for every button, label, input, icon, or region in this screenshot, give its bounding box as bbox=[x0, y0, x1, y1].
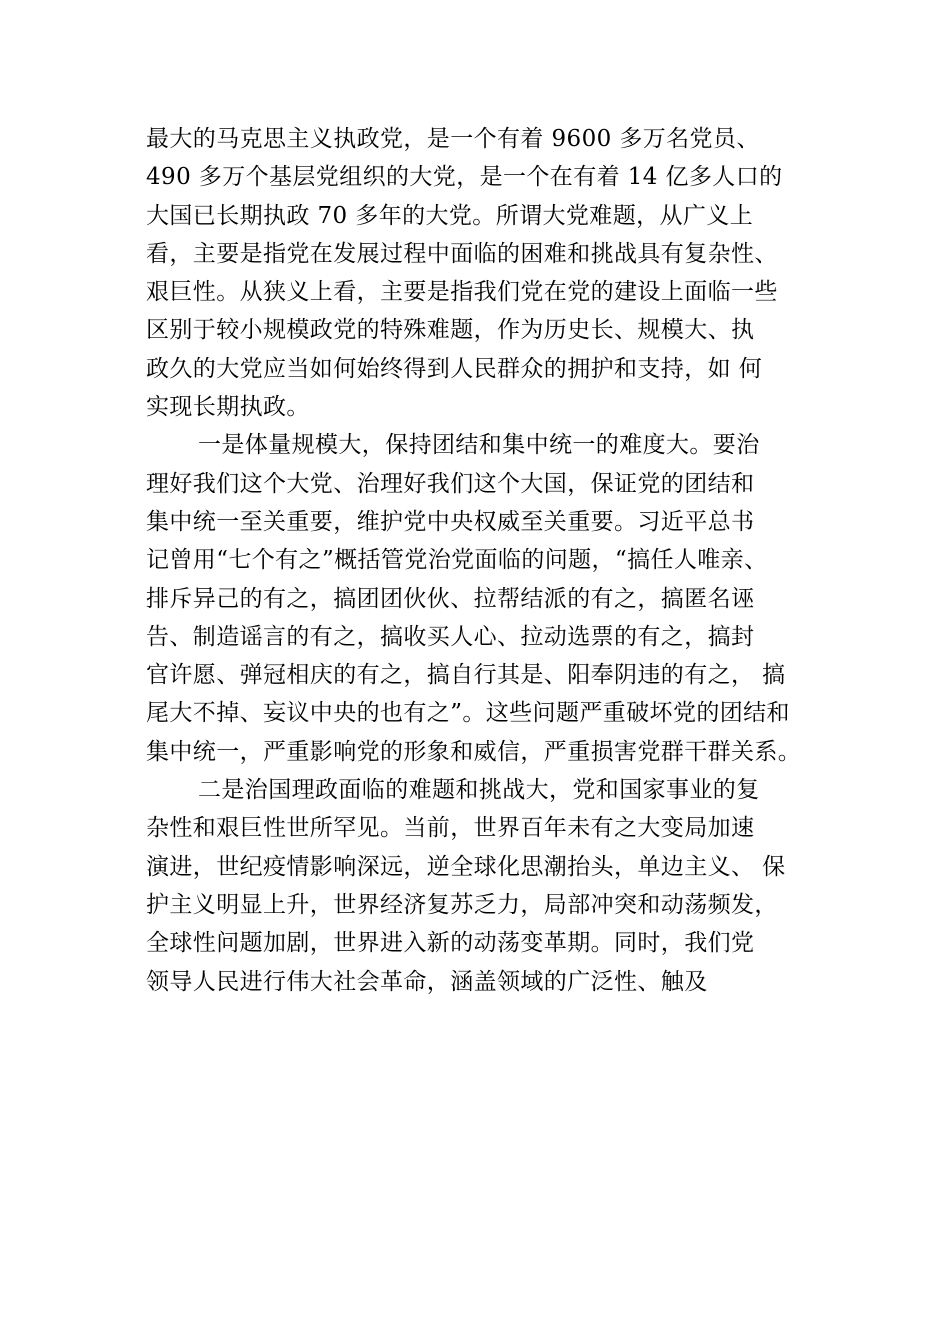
text-line: 记曾用“七个有之”概括管党治党面临的问题，“搞任人唯亲、 bbox=[146, 547, 768, 574]
paragraph-start-line: 二是治国理政面临的难题和挑战大，党和国家事业的复 bbox=[198, 777, 760, 804]
text-line: 告、制造谣言的有之，搞收买人心、拉动选票的有之，搞封 bbox=[146, 623, 755, 650]
text-line: 全球性问题加剧，世界进入新的动荡变革期。同时，我们党 bbox=[146, 930, 755, 957]
text-line: 杂性和艰巨性世所罕见。当前，世界百年未有之大变局加速 bbox=[146, 815, 755, 842]
text-line: 集中统一至关重要，维护党中央权威至关重要。习近平总书 bbox=[146, 508, 755, 535]
text-line: 理好我们这个大党、治理好我们这个大国，保证党的团结和 bbox=[146, 470, 755, 497]
text-line: 护主义明显上升，世界经济复苏乏力，局部冲突和动荡频发， bbox=[146, 891, 778, 918]
text-line: 最大的马克思主义执政党，是一个有着 9600 多万名党员、 bbox=[146, 126, 760, 152]
text-line: 官许愿、弹冠相庆的有之，搞自行其是、阳奉阴违的有之， 搞 bbox=[146, 662, 786, 689]
text-line: 区别于较小规模政党的特殊难题，作为历史长、规模大、执 bbox=[146, 317, 755, 344]
body-text bbox=[146, 120, 836, 1001]
text-line: 实现长期执政。 bbox=[146, 394, 310, 421]
text-line: 排斥异己的有之，搞团团伙伙、拉帮结派的有之，搞匿名诬 bbox=[146, 585, 755, 612]
paragraph-start-line: 一是体量规模大，保持团结和集中统一的难度大。要治 bbox=[198, 432, 760, 459]
text-line: 演进，世纪疫情影响深远，逆全球化思潮抬头，单边主义、 保 bbox=[146, 853, 786, 880]
text-line: 领导人民进行伟大社会革命，涵盖领域的广泛性、触及 bbox=[146, 968, 708, 995]
text-line: 看，主要是指党在发展过程中面临的困难和挑战具有复杂性、 bbox=[146, 240, 778, 267]
text-line: 艰巨性。从狭义上看，主要是指我们党在党的建设上面临一些 bbox=[146, 279, 778, 306]
text-line: 尾大不掉、妄议中央的也有之”。这些问题严重破坏党的团结和 bbox=[146, 700, 790, 727]
text-line: 集中统一，严重影响党的形象和威信，严重损害党群干群关系。 bbox=[146, 738, 802, 765]
text-line: 政久的大党应当如何始终得到人民群众的拥护和支持，如 何 bbox=[146, 355, 763, 382]
text-line: 490 多万个基层党组织的大党，是一个在有着 14 亿多人口的 bbox=[146, 164, 783, 191]
text-line: 大国已长期执政 70 多年的大党。所谓大党难题，从广义上 bbox=[146, 202, 754, 229]
